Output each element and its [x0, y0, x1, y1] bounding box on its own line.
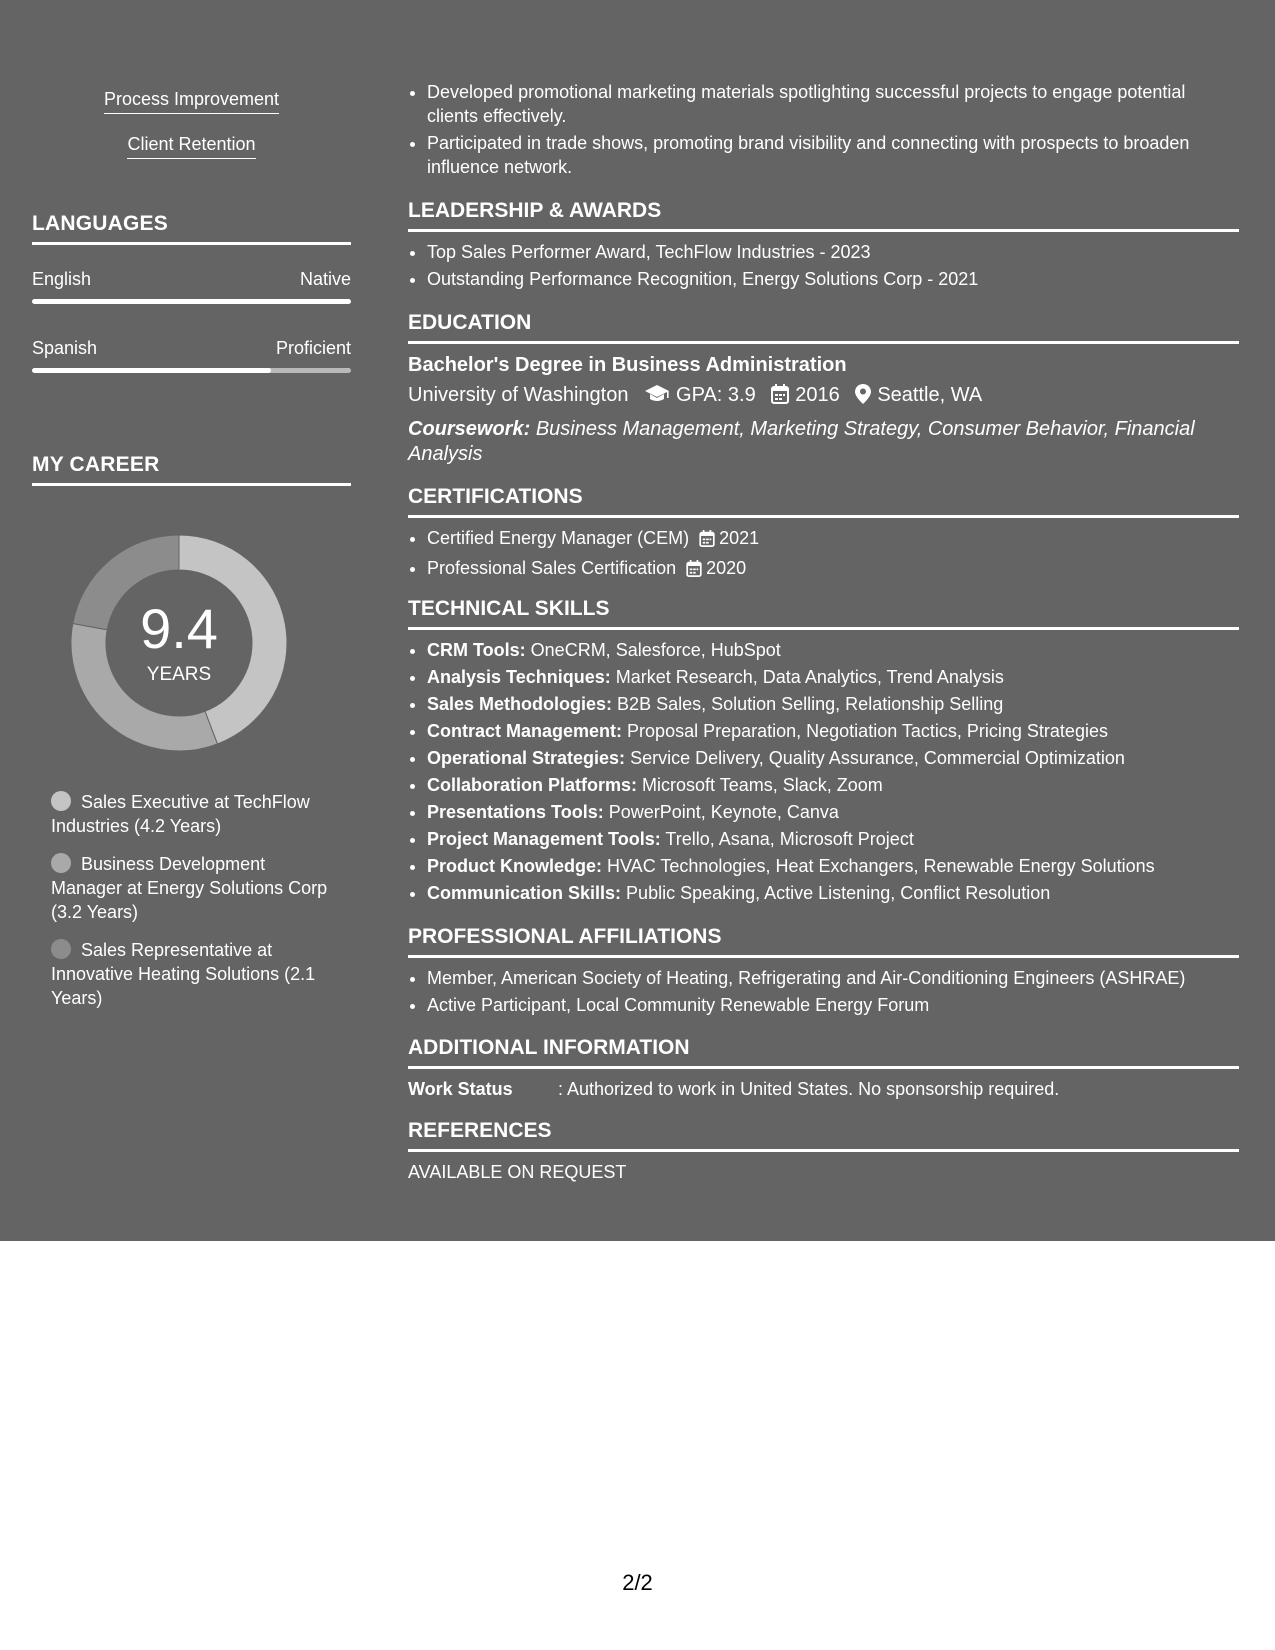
skill-tag-label: Client Retention — [127, 133, 255, 159]
skill-item — [427, 827, 1239, 851]
affiliations-heading: PROFESSIONAL AFFILIATIONS — [408, 924, 1239, 958]
award-item: • Outstanding Performance Recognition, Energy Solutions Corp - 2021 — [427, 267, 1239, 291]
skill-label: Sales Methodologies: — [427, 694, 613, 714]
career-legend — [51, 790, 341, 1024]
coursework-list: Business Management, Marketing Strategy, Consumer Behavior, Financial Analysis — [408, 418, 1195, 465]
affiliations-list — [408, 966, 1239, 1017]
legend-dot-icon — [51, 791, 71, 811]
certifications-heading: CERTIFICATIONS — [408, 484, 1239, 518]
coursework-label: Coursework: — [408, 418, 531, 440]
language-level: Native — [299, 269, 351, 289]
work-status-value: : Authorized to work in United States. No sponsorship required. — [558, 1079, 1060, 1099]
skill-tag-client-retention — [32, 133, 351, 159]
education-heading: EDUCATION — [408, 310, 1239, 344]
graduation-year: 2016 — [795, 384, 840, 406]
affiliation-item: • Active Participant, Local Community Renewable Energy Forum — [427, 993, 1239, 1017]
languages-heading: LANGUAGES — [32, 211, 351, 245]
certification-year: 2020 — [706, 558, 747, 578]
skill-item — [427, 638, 1239, 662]
experience-bullet: • Developed promotional marketing materials spotlighting successful projects to engage potential clients effectively. — [427, 80, 1239, 128]
career-heading: MY CAREER — [32, 452, 351, 486]
references-text: AVAILABLE ON REQUEST — [408, 1162, 627, 1182]
skill-item — [427, 773, 1239, 797]
certification-item — [427, 526, 1239, 553]
calendar-icon — [699, 529, 715, 553]
skill-item — [427, 881, 1239, 905]
gpa-value: GPA: 3.9 — [676, 384, 756, 406]
certification-year: 2021 — [719, 528, 760, 548]
language-bar-fill — [32, 368, 271, 373]
career-legend-item — [51, 790, 341, 838]
certification-item — [427, 556, 1239, 583]
skill-value: Proposal Preparation, Negotiation Tactics, Pricing Strategies — [627, 721, 1108, 741]
skill-value: Market Research, Data Analytics, Trend Analysis — [615, 667, 1004, 687]
skill-item — [427, 665, 1239, 689]
references-heading: REFERENCES — [408, 1118, 1239, 1152]
career-legend-label: Sales Executive at TechFlow Industries (4.2 Years) — [51, 792, 310, 836]
skill-item — [427, 854, 1239, 878]
calendar-icon — [686, 559, 702, 583]
leadership-heading: LEADERSHIP & AWARDS — [408, 198, 1239, 232]
career-legend-label: Business Development Manager at Energy Solutions Corp (3.2 Years) — [51, 854, 328, 922]
skill-value: HVAC Technologies, Heat Exchangers, Renewable Energy Solutions — [607, 856, 1155, 876]
school-location: Seattle, WA — [877, 384, 983, 406]
language-name: Spanish — [32, 338, 98, 358]
language-bar-fill — [32, 299, 351, 304]
experience-bullet: • Participated in trade shows, promoting brand visibility and connecting with prospects to broaden influence network. — [427, 131, 1239, 179]
work-status-label: Work Status — [408, 1079, 513, 1099]
skill-label: Analysis Techniques: — [427, 667, 611, 687]
affiliations-section — [408, 924, 1239, 1020]
skill-label: Project Management Tools: — [427, 829, 661, 849]
skill-label: Communication Skills: — [427, 883, 622, 903]
language-level: Proficient — [275, 338, 351, 358]
language-bar-spanish — [32, 368, 351, 373]
skill-label: Contract Management: — [427, 721, 623, 741]
certifications-list — [408, 526, 1239, 583]
graduation-cap-icon — [644, 384, 670, 411]
technical-skills-list — [408, 638, 1239, 905]
skill-label: Product Knowledge: — [427, 856, 602, 876]
work-status-row — [408, 1077, 1239, 1101]
skill-label: CRM Tools: — [427, 640, 526, 660]
leadership-list — [408, 240, 1239, 291]
skill-label: Operational Strategies: — [427, 748, 626, 768]
school-name: University of Washington — [408, 384, 629, 406]
technical-skills-heading: TECHNICAL SKILLS — [408, 596, 1239, 630]
references-section — [408, 1118, 1239, 1184]
skill-value: Public Speaking, Active Listening, Conflict Resolution — [626, 883, 1051, 903]
education-section — [408, 310, 1239, 467]
calendar-icon — [771, 384, 789, 411]
career-total-unit: YEARS — [146, 664, 212, 685]
skill-tag-process-improvement — [32, 88, 351, 114]
language-name: English — [32, 269, 92, 289]
coursework — [408, 417, 1239, 467]
technical-skills-section — [408, 596, 1239, 908]
skill-item — [427, 719, 1239, 743]
legend-dot-icon — [51, 853, 71, 873]
career-legend-item — [51, 938, 341, 1010]
language-bar-english — [32, 299, 351, 304]
career-legend-label: Sales Representative at Innovative Heating Solutions (2.1 Years) — [51, 940, 316, 1008]
skill-value: OneCRM, Salesforce, HubSpot — [530, 640, 781, 660]
career-legend-item — [51, 852, 341, 924]
certifications-section — [408, 484, 1239, 586]
additional-info-heading: ADDITIONAL INFORMATION — [408, 1035, 1239, 1069]
skill-value: B2B Sales, Solution Selling, Relationship Selling — [617, 694, 1004, 714]
legend-dot-icon — [51, 939, 71, 959]
skill-value: Microsoft Teams, Slack, Zoom — [642, 775, 883, 795]
skill-value: PowerPoint, Keynote, Canva — [608, 802, 839, 822]
affiliation-item: • Member, American Society of Heating, Refrigerating and Air-Conditioning Engineers (ASHRAE) — [427, 966, 1239, 990]
skill-item — [427, 746, 1239, 770]
education-meta — [408, 382, 1239, 411]
skill-value: Service Delivery, Quality Assurance, Commercial Optimization — [630, 748, 1125, 768]
skill-item — [427, 692, 1239, 716]
skill-value: Trello, Asana, Microsoft Project — [665, 829, 914, 849]
page-number: 2/2 — [622, 1570, 653, 1595]
experience-continued — [408, 80, 1239, 182]
skill-tag-label: Process Improvement — [104, 88, 279, 114]
skill-item — [427, 800, 1239, 824]
certification-name: Certified Energy Manager (CEM) — [427, 528, 690, 548]
certification-name: Professional Sales Certification — [427, 558, 677, 578]
location-pin-icon — [855, 384, 871, 411]
language-spanish — [32, 337, 351, 359]
award-item: • Top Sales Performer Award, TechFlow Industries - 2023 — [427, 240, 1239, 264]
language-english — [32, 268, 351, 290]
skill-label: Presentations Tools: — [427, 802, 604, 822]
experience-bullets — [408, 80, 1239, 179]
additional-info-section — [408, 1035, 1239, 1101]
career-total-years: 9.4 — [140, 597, 218, 660]
skill-label: Collaboration Platforms: — [427, 775, 638, 795]
leadership-section — [408, 198, 1239, 294]
degree-title: Bachelor's Degree in Business Administration — [408, 354, 847, 376]
